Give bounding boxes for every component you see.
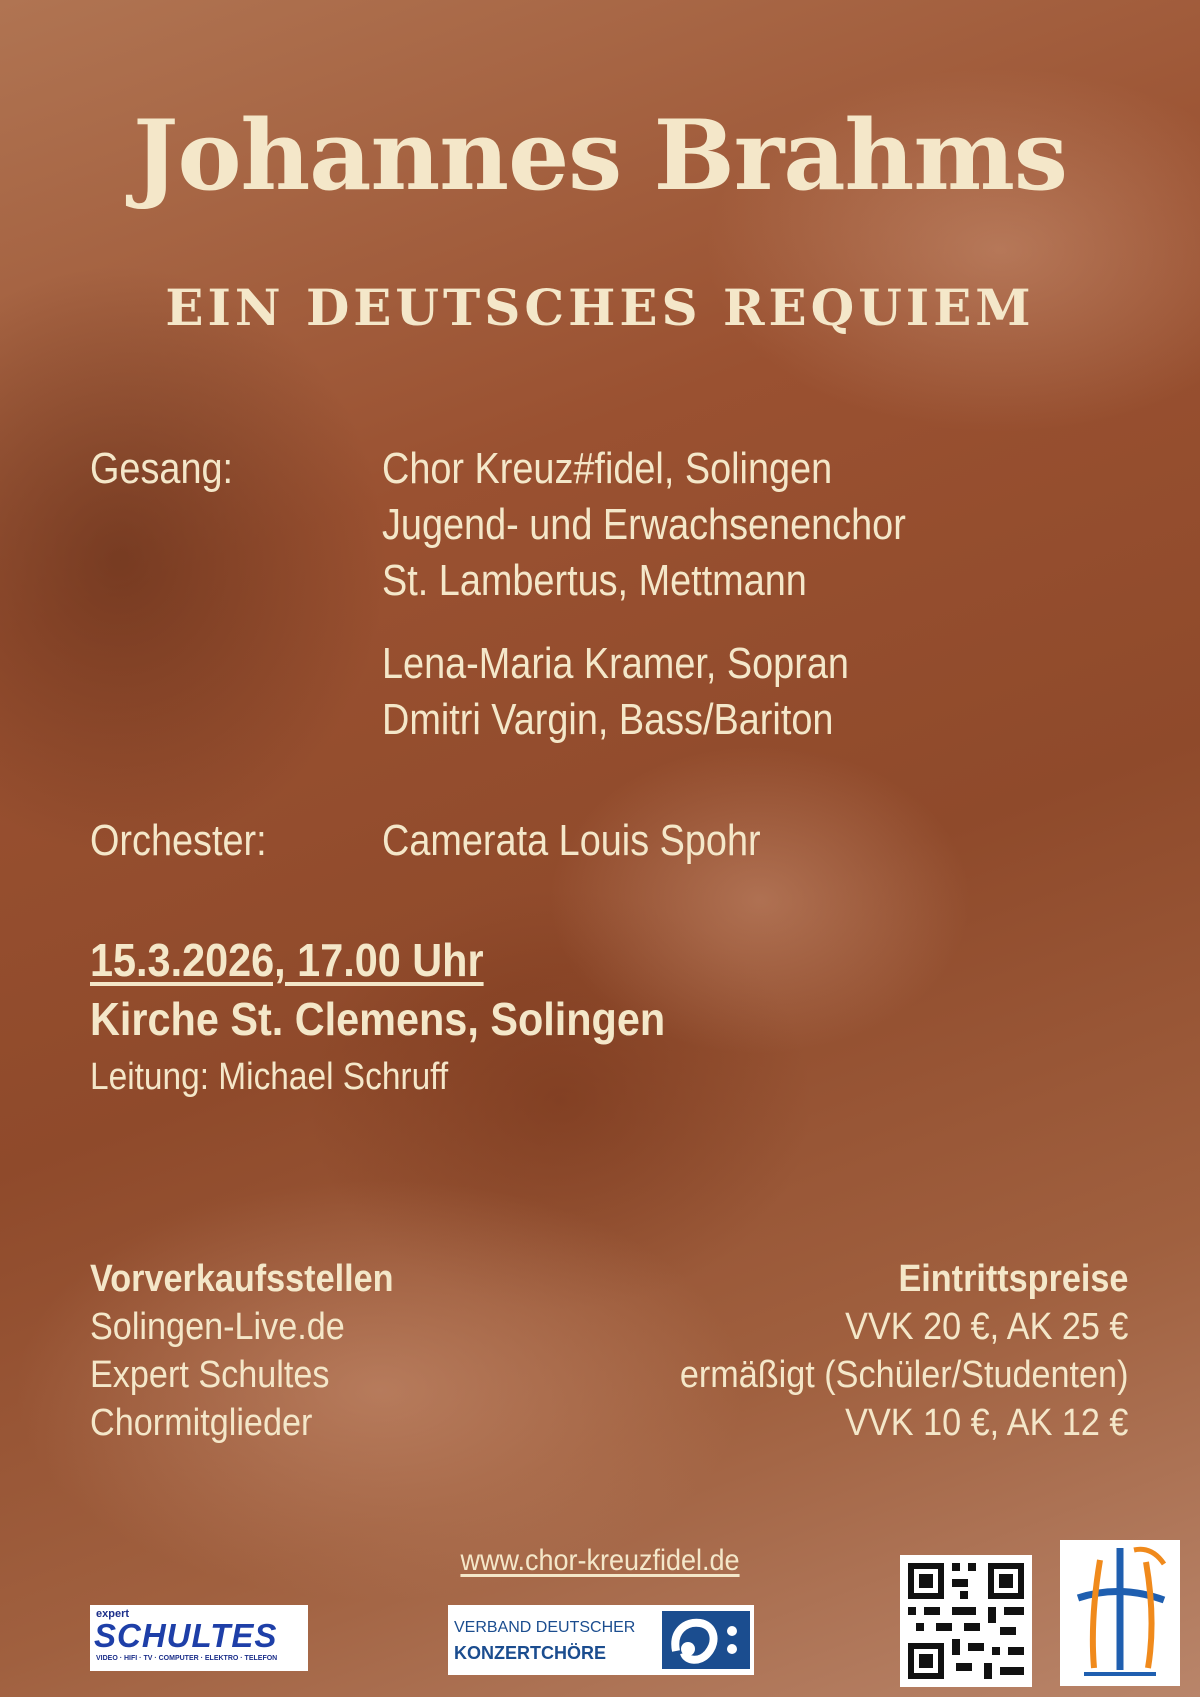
prices-heading: Eintrittspreise <box>898 1258 1128 1300</box>
presale-block <box>90 1255 394 1447</box>
price-line: ermäßigt (Schüler/Studenten) <box>679 1354 1128 1396</box>
price-line: VVK 10 €, AK 12 € <box>844 1402 1128 1444</box>
kreuz-fidel-logo <box>1060 1540 1180 1686</box>
presale-heading: Vorverkaufsstellen <box>90 1258 394 1300</box>
event-venue: Kirche St. Clemens, Solingen <box>90 993 666 1045</box>
website-link[interactable]: www.chor-kreuzfidel.de <box>460 1544 740 1577</box>
schultes-logo <box>90 1605 308 1671</box>
vdk-logo-line1: VERBAND DEUTSCHER <box>454 1619 636 1636</box>
page-title: Johannes Brahms <box>133 99 1067 212</box>
event-conductor: Leitung: Michael Schruff <box>90 1056 449 1098</box>
schultes-logo-name: SCHULTES <box>94 1617 278 1654</box>
event-date: 15.3.2026, 17.00 Uhr <box>90 934 484 986</box>
gesang-line: Jugend- und Erwachsenenchor <box>382 500 906 549</box>
subtitle: EIN DEUTSCHES REQUIEM <box>165 278 1035 337</box>
schultes-logo-tagline: VIDEO · HIFI · TV · COMPUTER · ELEKTRO · TELEFON <box>96 1655 278 1662</box>
orchester-label: Orchester: <box>90 816 267 865</box>
vdk-logo-line2: KONZERTCHÖRE <box>454 1643 606 1663</box>
vdk-logo <box>448 1605 754 1675</box>
gesang-line: St. Lambertus, Mettmann <box>382 556 807 605</box>
presale-item: Expert Schultes <box>90 1354 330 1396</box>
price-line: VVK 20 €, AK 25 € <box>844 1306 1128 1348</box>
gesang-label: Gesang: <box>90 444 234 493</box>
soloist-line: Lena-Maria Kramer, Sopran <box>382 639 849 688</box>
prices-block <box>679 1255 1128 1447</box>
cross-icon <box>1060 1540 1180 1686</box>
gesang-line: Chor Kreuz#fidel, Solingen <box>382 444 833 493</box>
orchester-value: Camerata Louis Spohr <box>382 816 761 865</box>
presale-item: Chormitglieder <box>90 1402 313 1444</box>
presale-item: Solingen-Live.de <box>90 1306 345 1348</box>
schultes-logo-small: expert <box>96 1608 130 1620</box>
bass-clef-icon <box>662 1611 750 1669</box>
qr-code-icon <box>900 1555 1032 1687</box>
qr-code-graphic <box>900 1555 1032 1687</box>
soloist-line: Dmitri Vargin, Bass/Bariton <box>382 695 834 744</box>
